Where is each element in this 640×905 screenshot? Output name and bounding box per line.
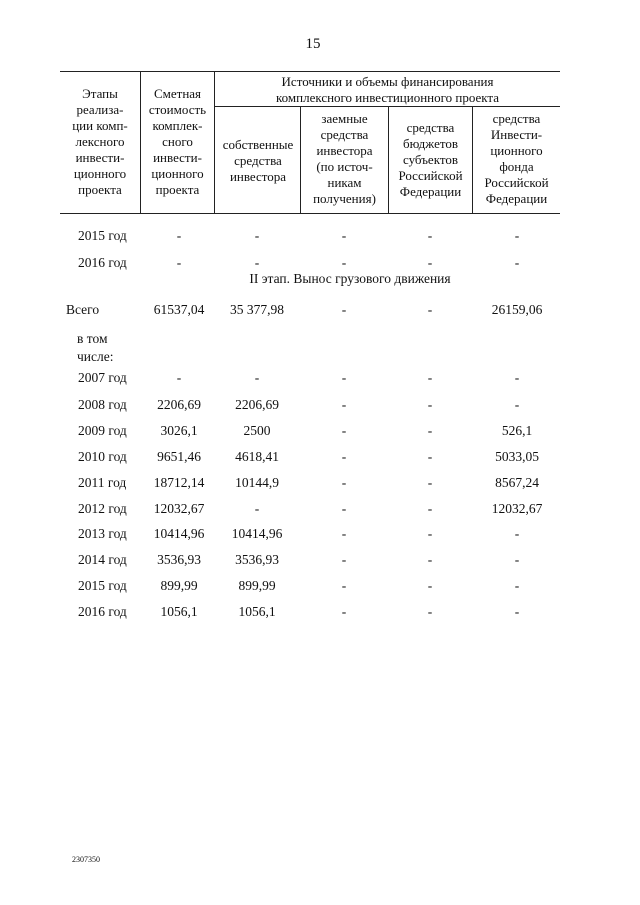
total-row [0, 302, 640, 322]
footer-code: 2307350 [72, 855, 100, 864]
cell-own: 2206,69 [235, 397, 279, 412]
cell-own: 2500 [243, 423, 271, 438]
cell-own: 4618,41 [235, 449, 279, 464]
cell-regional: - [427, 370, 433, 385]
cell-own: 1056,1 [238, 604, 276, 619]
table-row [0, 552, 640, 572]
row-label: 2014 год [78, 552, 127, 567]
cell-regional: - [427, 255, 433, 270]
including-label [77, 330, 114, 366]
cell-loan: - [341, 604, 347, 619]
row-label: 2009 год [78, 423, 127, 438]
cell-total: - [176, 370, 182, 385]
row-label: 2015 год [78, 228, 127, 243]
cell-loan: - [341, 370, 347, 385]
section-title: II этап. Вынос грузового движения [249, 271, 451, 286]
cell-own: - [254, 255, 260, 270]
cell-regional: - [427, 228, 433, 243]
cell-own: 10144,9 [235, 475, 279, 490]
table-row [0, 423, 640, 443]
cell-regional: - [427, 578, 433, 593]
table-row [0, 370, 640, 390]
header-borrowed-funds: заемные средства инвестора (по источ- никам получения) [313, 111, 376, 206]
cell-loan: - [341, 578, 347, 593]
cell-total: 9651,46 [157, 449, 201, 464]
row-label: 2013 год [78, 526, 127, 541]
cell-fund: - [514, 228, 520, 243]
row-label: 2016 год [78, 255, 127, 270]
table-row [0, 501, 640, 521]
cell-own: - [254, 228, 260, 243]
cell-total: 12032,67 [153, 501, 205, 516]
cell-loan: - [341, 449, 347, 464]
cell-total: 2206,69 [157, 397, 201, 412]
cell-regional: - [427, 475, 433, 490]
cell-loan: - [341, 423, 347, 438]
cell-regional: - [427, 526, 433, 541]
cell-loan: - [341, 526, 347, 541]
cell-fund: - [514, 397, 520, 412]
cell-own: 3536,93 [235, 552, 279, 567]
cell-regional: - [427, 397, 433, 412]
cell-loan: - [341, 501, 347, 516]
row-label: 2016 год [78, 604, 127, 619]
header-estimated-cost: Сметная стоимость комплек- сного инвести- ционного проекта [148, 86, 207, 197]
cell-own: - [254, 501, 260, 516]
table-row [0, 604, 640, 624]
cell-fund: 8567,24 [495, 475, 539, 490]
cell-total: - [176, 228, 182, 243]
cell-total: 3536,93 [157, 552, 201, 567]
header-bottom-rule [60, 213, 560, 214]
page-number: 15 [305, 36, 321, 52]
row-label: 2007 год [78, 370, 127, 385]
row-label: Всего [66, 302, 100, 317]
cell-regional: - [427, 501, 433, 516]
row-label: 2011 год [78, 475, 127, 490]
cell-total: 18712,14 [153, 475, 205, 490]
table-row [0, 449, 640, 469]
cell-fund: - [514, 604, 520, 619]
cell-fund: - [514, 526, 520, 541]
cell-regional: - [427, 302, 433, 317]
cell-fund: - [514, 552, 520, 567]
table-row [0, 578, 640, 598]
row-label: 2015 год [78, 578, 127, 593]
cell-own: 35 377,98 [230, 302, 284, 317]
cell-fund: 5033,05 [495, 449, 539, 464]
cell-regional: - [427, 604, 433, 619]
cell-total: 899,99 [160, 578, 198, 593]
cell-fund: 526,1 [501, 423, 533, 438]
cell-loan: - [341, 397, 347, 412]
cell-regional: - [427, 449, 433, 464]
cell-fund: - [514, 578, 520, 593]
cell-loan: - [341, 228, 347, 243]
header-own-funds: собственные средства инвестора [222, 137, 294, 184]
row-label: 2010 год [78, 449, 127, 464]
table-row [0, 397, 640, 417]
cell-total: 10414,96 [153, 526, 205, 541]
header-sources-group: Источники и объемы финансирования комплексного инвестиционного проекта [275, 74, 500, 105]
cell-own: 10414,96 [231, 526, 283, 541]
cell-total: - [176, 255, 182, 270]
including-label-line2: числе: [77, 349, 114, 364]
header-stages: Этапы реализа- ции комп- лексного инвести- ционного проекта [72, 86, 128, 197]
cell-own: 899,99 [238, 578, 276, 593]
header-investment-fund: средства Инвести- ционного фонда Российской Федерации [484, 111, 549, 206]
cell-loan: - [341, 475, 347, 490]
cell-fund: - [514, 255, 520, 270]
cell-fund: 12032,67 [491, 501, 543, 516]
table-row [0, 526, 640, 546]
cell-loan: - [341, 255, 347, 270]
table-row [0, 475, 640, 495]
including-label-line1: в том [77, 331, 108, 346]
header-regional-budgets: средства бюджетов субъектов Российской Федерации [398, 120, 463, 199]
row-label: 2008 год [78, 397, 127, 412]
cell-fund: - [514, 370, 520, 385]
row-label: 2012 год [78, 501, 127, 516]
cell-total: 61537,04 [153, 302, 205, 317]
table-row [0, 228, 640, 248]
cell-regional: - [427, 423, 433, 438]
cell-fund: 26159,06 [491, 302, 543, 317]
cell-loan: - [341, 302, 347, 317]
cell-loan: - [341, 552, 347, 567]
cell-own: - [254, 370, 260, 385]
sources-group-rule [214, 106, 560, 107]
cell-total: 3026,1 [160, 423, 198, 438]
table-top-rule [60, 71, 560, 72]
cell-total: 1056,1 [160, 604, 198, 619]
cell-regional: - [427, 552, 433, 567]
